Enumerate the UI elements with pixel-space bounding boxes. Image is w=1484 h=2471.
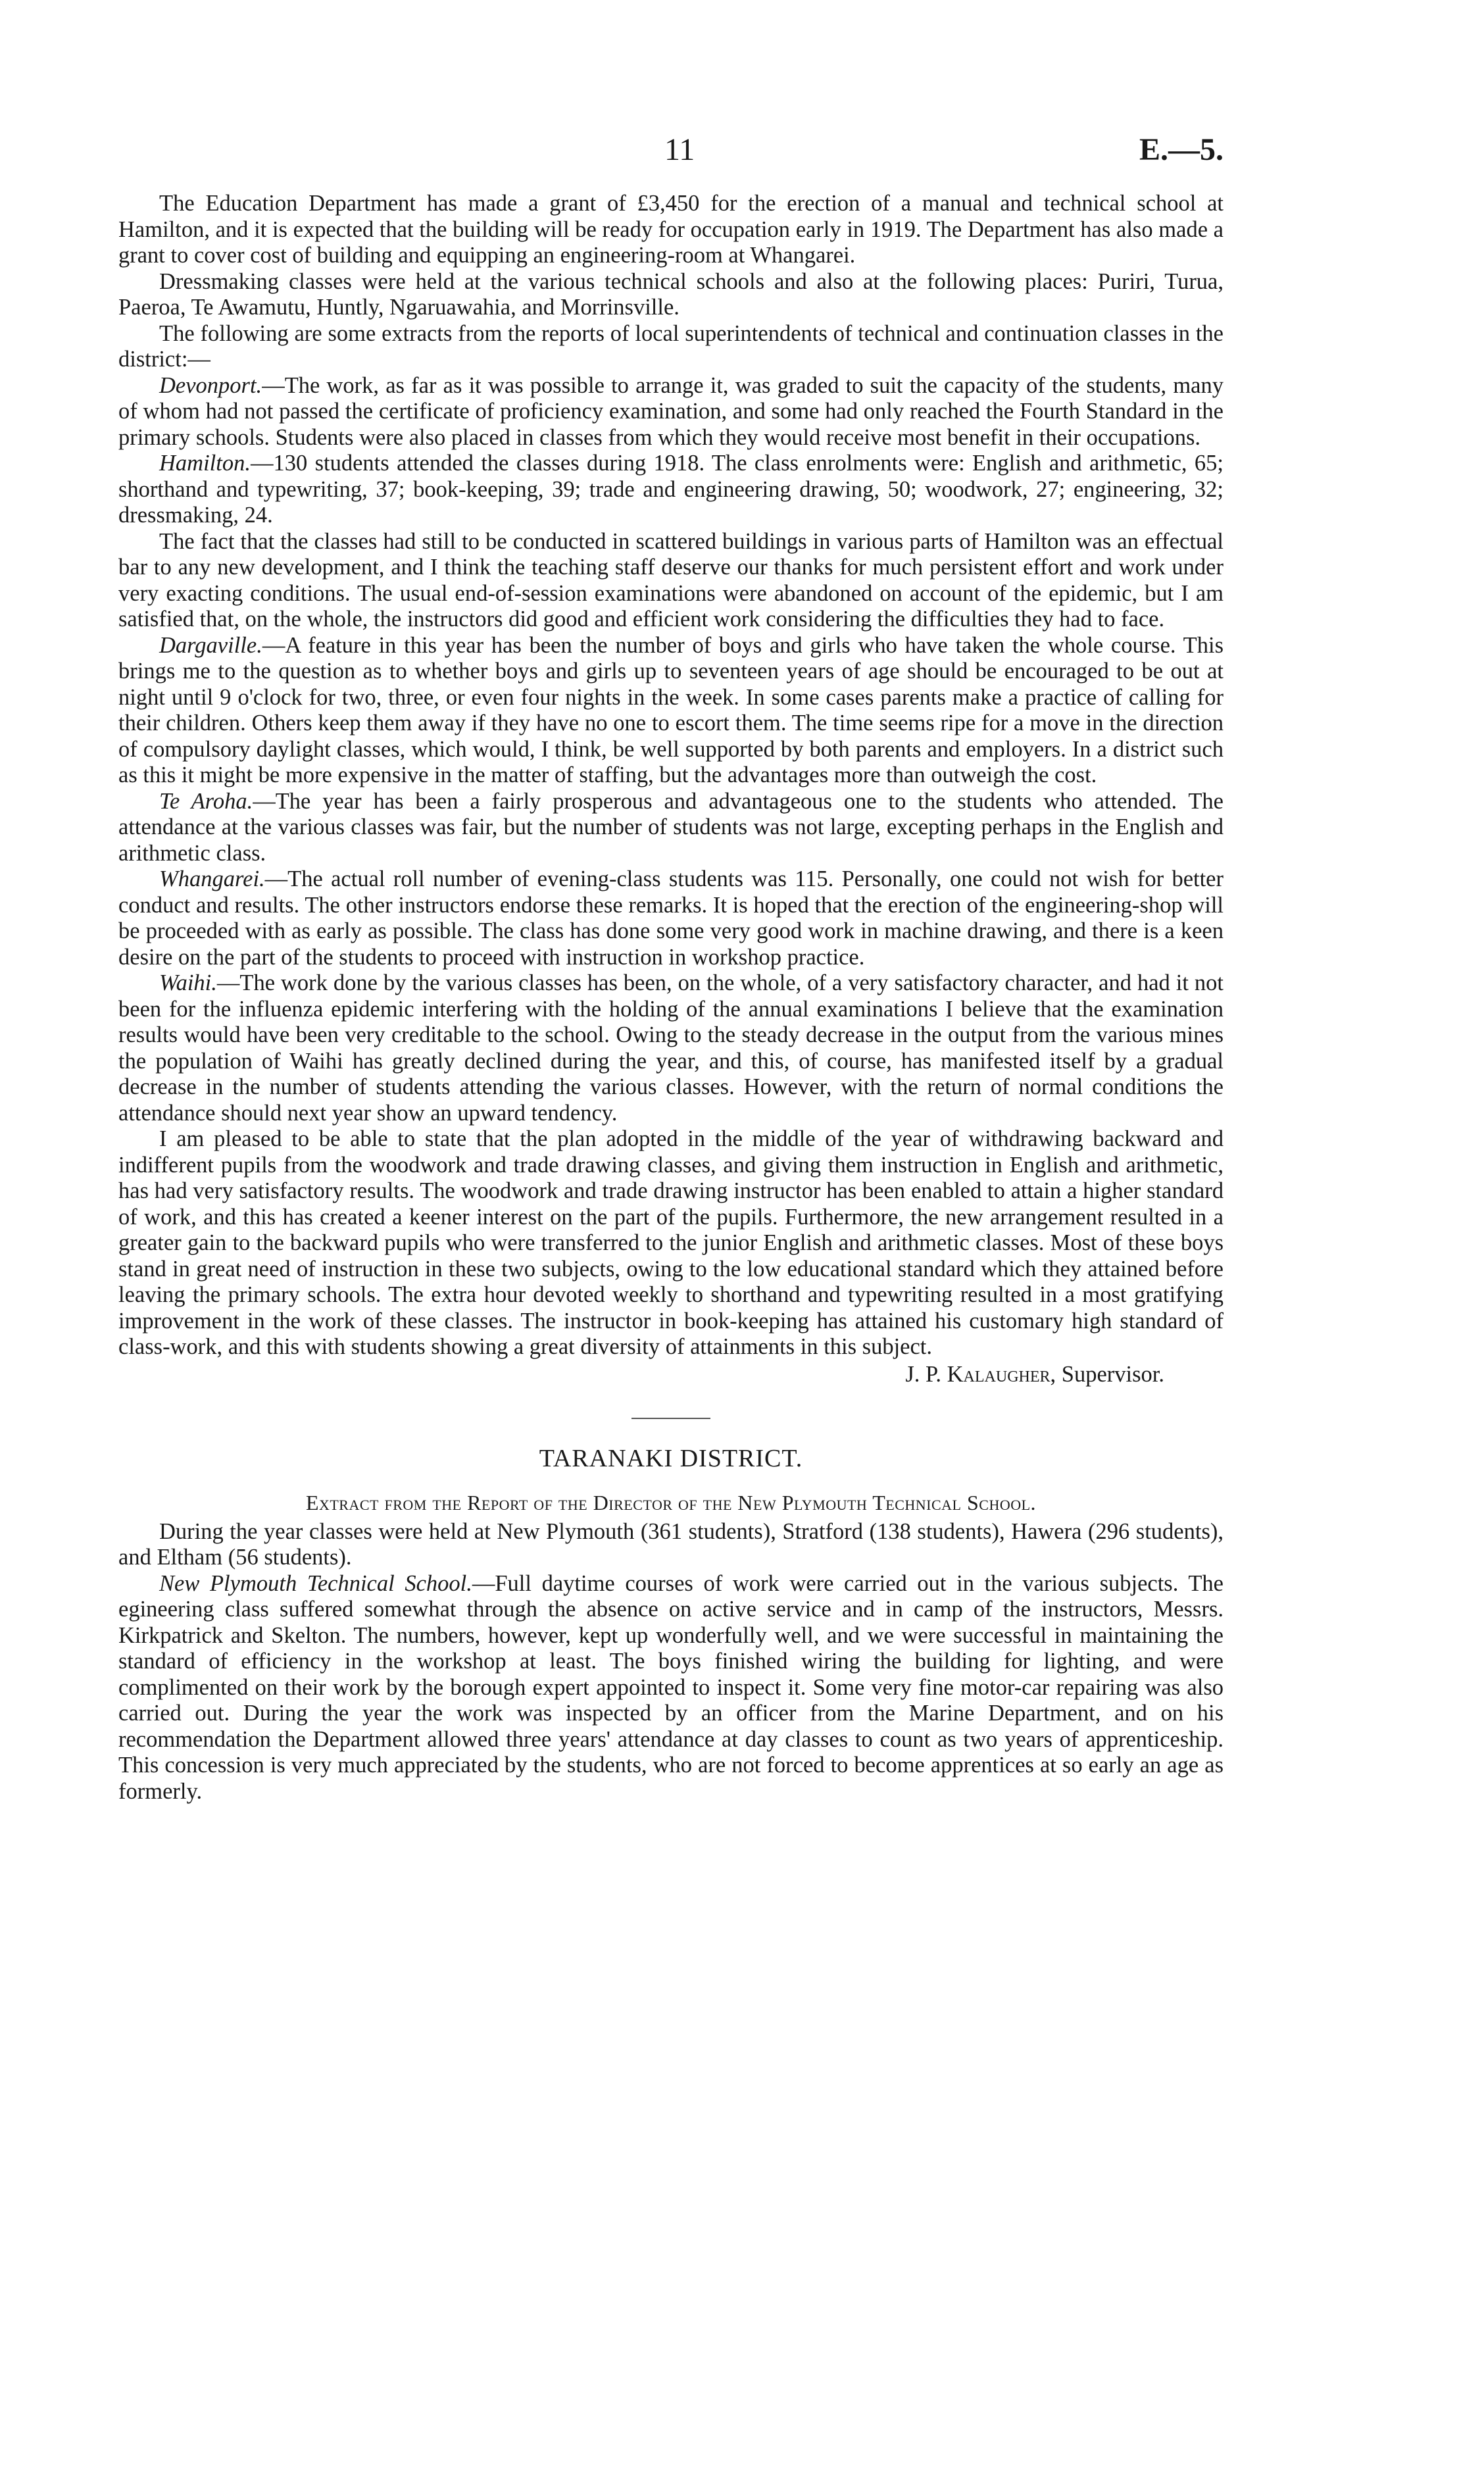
signature <box>118 1362 1224 1388</box>
paragraph-hamilton-buildings: The fact that the classes had still to be conducted in scattered buildings in various parts of Hamilton was an effectual bar to any new development, and I think the teaching staff deserve our thanks for much persistent effort and work under very exacting conditions. The usual end-of-session examinations were abandoned on account of the epidemic, but I am satisfied that, on the whole, the instructors did good and efficient work considering the difficulties they had to face. <box>118 528 1224 632</box>
taranaki-section <box>118 1444 1224 1805</box>
paragraph-extracts-intro: The following are some extracts from the reports of local superintendents of technical and continuation classes in the district:— <box>118 320 1224 372</box>
paragraph-devonport: Devonport.—The work, as far as it was possible to arrange it, was graded to suit the capacity of the students, many of whom had not passed the certificate of proficiency examination, and some had only reached the Fourth Standard in the primary schools. Students were also placed in classes from which they would receive most benefit in their occupations. <box>118 372 1224 450</box>
place-heading: New Plymouth Technical School. <box>159 1570 472 1596</box>
paragraph-dargaville: Dargaville.—A feature in this year has been the number of boys and girls who have taken the whole course. This brings me to the question as to whether boys and girls up to seventeen years of age should be encouraged to be out at night until 9 o'clock for two, three, or even four nights in the week. In some cases parents make a practice of calling for their children. Others keep them away if they have no one to escort them. The time seems ripe for a move in the direction of compulsory daylight classes, which would, I think, be well supported by both parents and employers. In a district such as this it might be more expensive in the matter of staffing, but the advantages more than outweigh the cost. <box>118 632 1224 787</box>
paragraph-dressmaking: Dressmaking classes were held at the various technical schools and also at the following places: Puriri, Turua, Paeroa, Te Awamutu, Huntly, Ngaruawahia, and Morrinsville. <box>118 268 1224 320</box>
place-heading: Devonport. <box>159 372 262 398</box>
paragraph-taranaki-classes: During the year classes were held at New Plymouth (361 students), Stratford (138 students), Hawera (296 students), and Eltham (56 students). <box>118 1518 1224 1570</box>
paragraph-waihi: Waihi.—The work done by the various classes has been, on the whole, of a very satisfactory character, and had it not been for the influenza epidemic interfering with the holding of the annual examinations I believe that the examination results would have been very creditable to the school. Owing to the steady decrease in the output from the various mines the population of Waihi has greatly declined during the year, and this, of course, has manifested itself by a gradual decrease in the number of students attending the various classes. However, with the return of normal conditions the attendance should next year show an upward tendency. <box>118 970 1224 1126</box>
document-page <box>118 125 1224 1805</box>
signatory-title: , Supervisor. <box>1050 1361 1164 1387</box>
place-heading: Whangarei. <box>159 866 265 891</box>
extract-subheading: Extract from the Report of the Director of the New Plymouth Technical School. <box>305 1491 1037 1514</box>
section-divider <box>631 1418 710 1419</box>
page-number: 11 <box>664 132 695 167</box>
paragraph-grant: The Education Department has made a grant of £3,450 for the erection of a manual and technical school at Hamilton, and it is expected that the building will be ready for occupation early in 1919. The Department has also made a grant to cover cost of building and equipping an engineering-room at Whangarei. <box>118 191 1224 268</box>
paragraph-whangarei: Whangarei.—The actual roll number of evening-class students was 115. Personally, one could not wish for better conduct and results. The other instructors endorse these remarks. It is hoped that the erection of the engineering-shop will be proceeded with as early as possible. The class has done some very good work in machine drawing, and there is a keen desire on the part of the students to proceed with instruction in workshop practice. <box>118 866 1224 970</box>
document-reference: E.—5. <box>1139 132 1224 167</box>
place-heading: Dargaville. <box>159 632 262 658</box>
paragraph-new-plymouth: New Plymouth Technical School.—Full daytime courses of work were carried out in the various subjects. The egineering class suffered somewhat through the absence on active service and in camp of the instructors, Messrs. Kirkpatrick and Skelton. The numbers, however, kept up wonderfully well, and we were successful in maintaining the standard of efficiency in the workshop at least. The boys finished wiring the building for lighting, and were complimented on their work by the borough expert appointed to inspect it. Some very fine motor-car repairing was also carried out. During the year the work was inspected by an officer from the Marine Department, and on his recommendation the Department allowed three years' attendance at day classes to count as two years of apprenticeship. This concession is very much appreciated by the students, who are not forced to become apprentices at so early an age as formerly. <box>118 1570 1224 1804</box>
place-heading: Te Aroha. <box>159 788 253 814</box>
paragraph-te-aroha: Te Aroha.—The year has been a fairly prosperous and advantageous one to the students who attended. The attendance at the various classes was fair, but the number of students was not large, excepting perhaps in the English and arithmetic class. <box>118 788 1224 866</box>
signatory-name: J. P. Kalaugher <box>905 1361 1051 1387</box>
place-heading: Hamilton. <box>159 451 251 476</box>
district-heading: TARANAKI DISTRICT. <box>539 1445 803 1472</box>
report-body <box>118 191 1224 1387</box>
place-heading: Waihi. <box>159 970 217 995</box>
paragraph-waihi-plan: I am pleased to be able to state that the plan adopted in the middle of the year of withdrawing backward and indifferent pupils from the woodwork and trade drawing classes, and giving them instruction in English and arithmetic, has had very satisfactory results. The woodwork and trade drawing instructor has been enabled to attain a higher standard of work, and this has created a keener interest on the part of the pupils. Furthermore, the new arrangement resulted in a greater gain to the backward pupils who were transferred to the junior English and arithmetic classes. Most of these boys stand in great need of instruction in these two subjects, owing to the low educational standard which they attained before leaving the primary schools. The extra hour devoted weekly to shorthand and typewriting resulted in a most gratifying improvement in the work of these classes. The instructor in book-keeping has attained his customary high standard of class-work, and this with students showing a great diversity of attainments in this subject. <box>118 1126 1224 1359</box>
page-header <box>118 125 1224 191</box>
paragraph-hamilton: Hamilton.—130 students attended the classes during 1918. The class enrolments were: English and arithmetic, 65; shorthand and typewriting, 37; book-keeping, 39; trade and engineering drawing, 50; woodwork, 27; engineering, 32; dressmaking, 24. <box>118 451 1224 528</box>
